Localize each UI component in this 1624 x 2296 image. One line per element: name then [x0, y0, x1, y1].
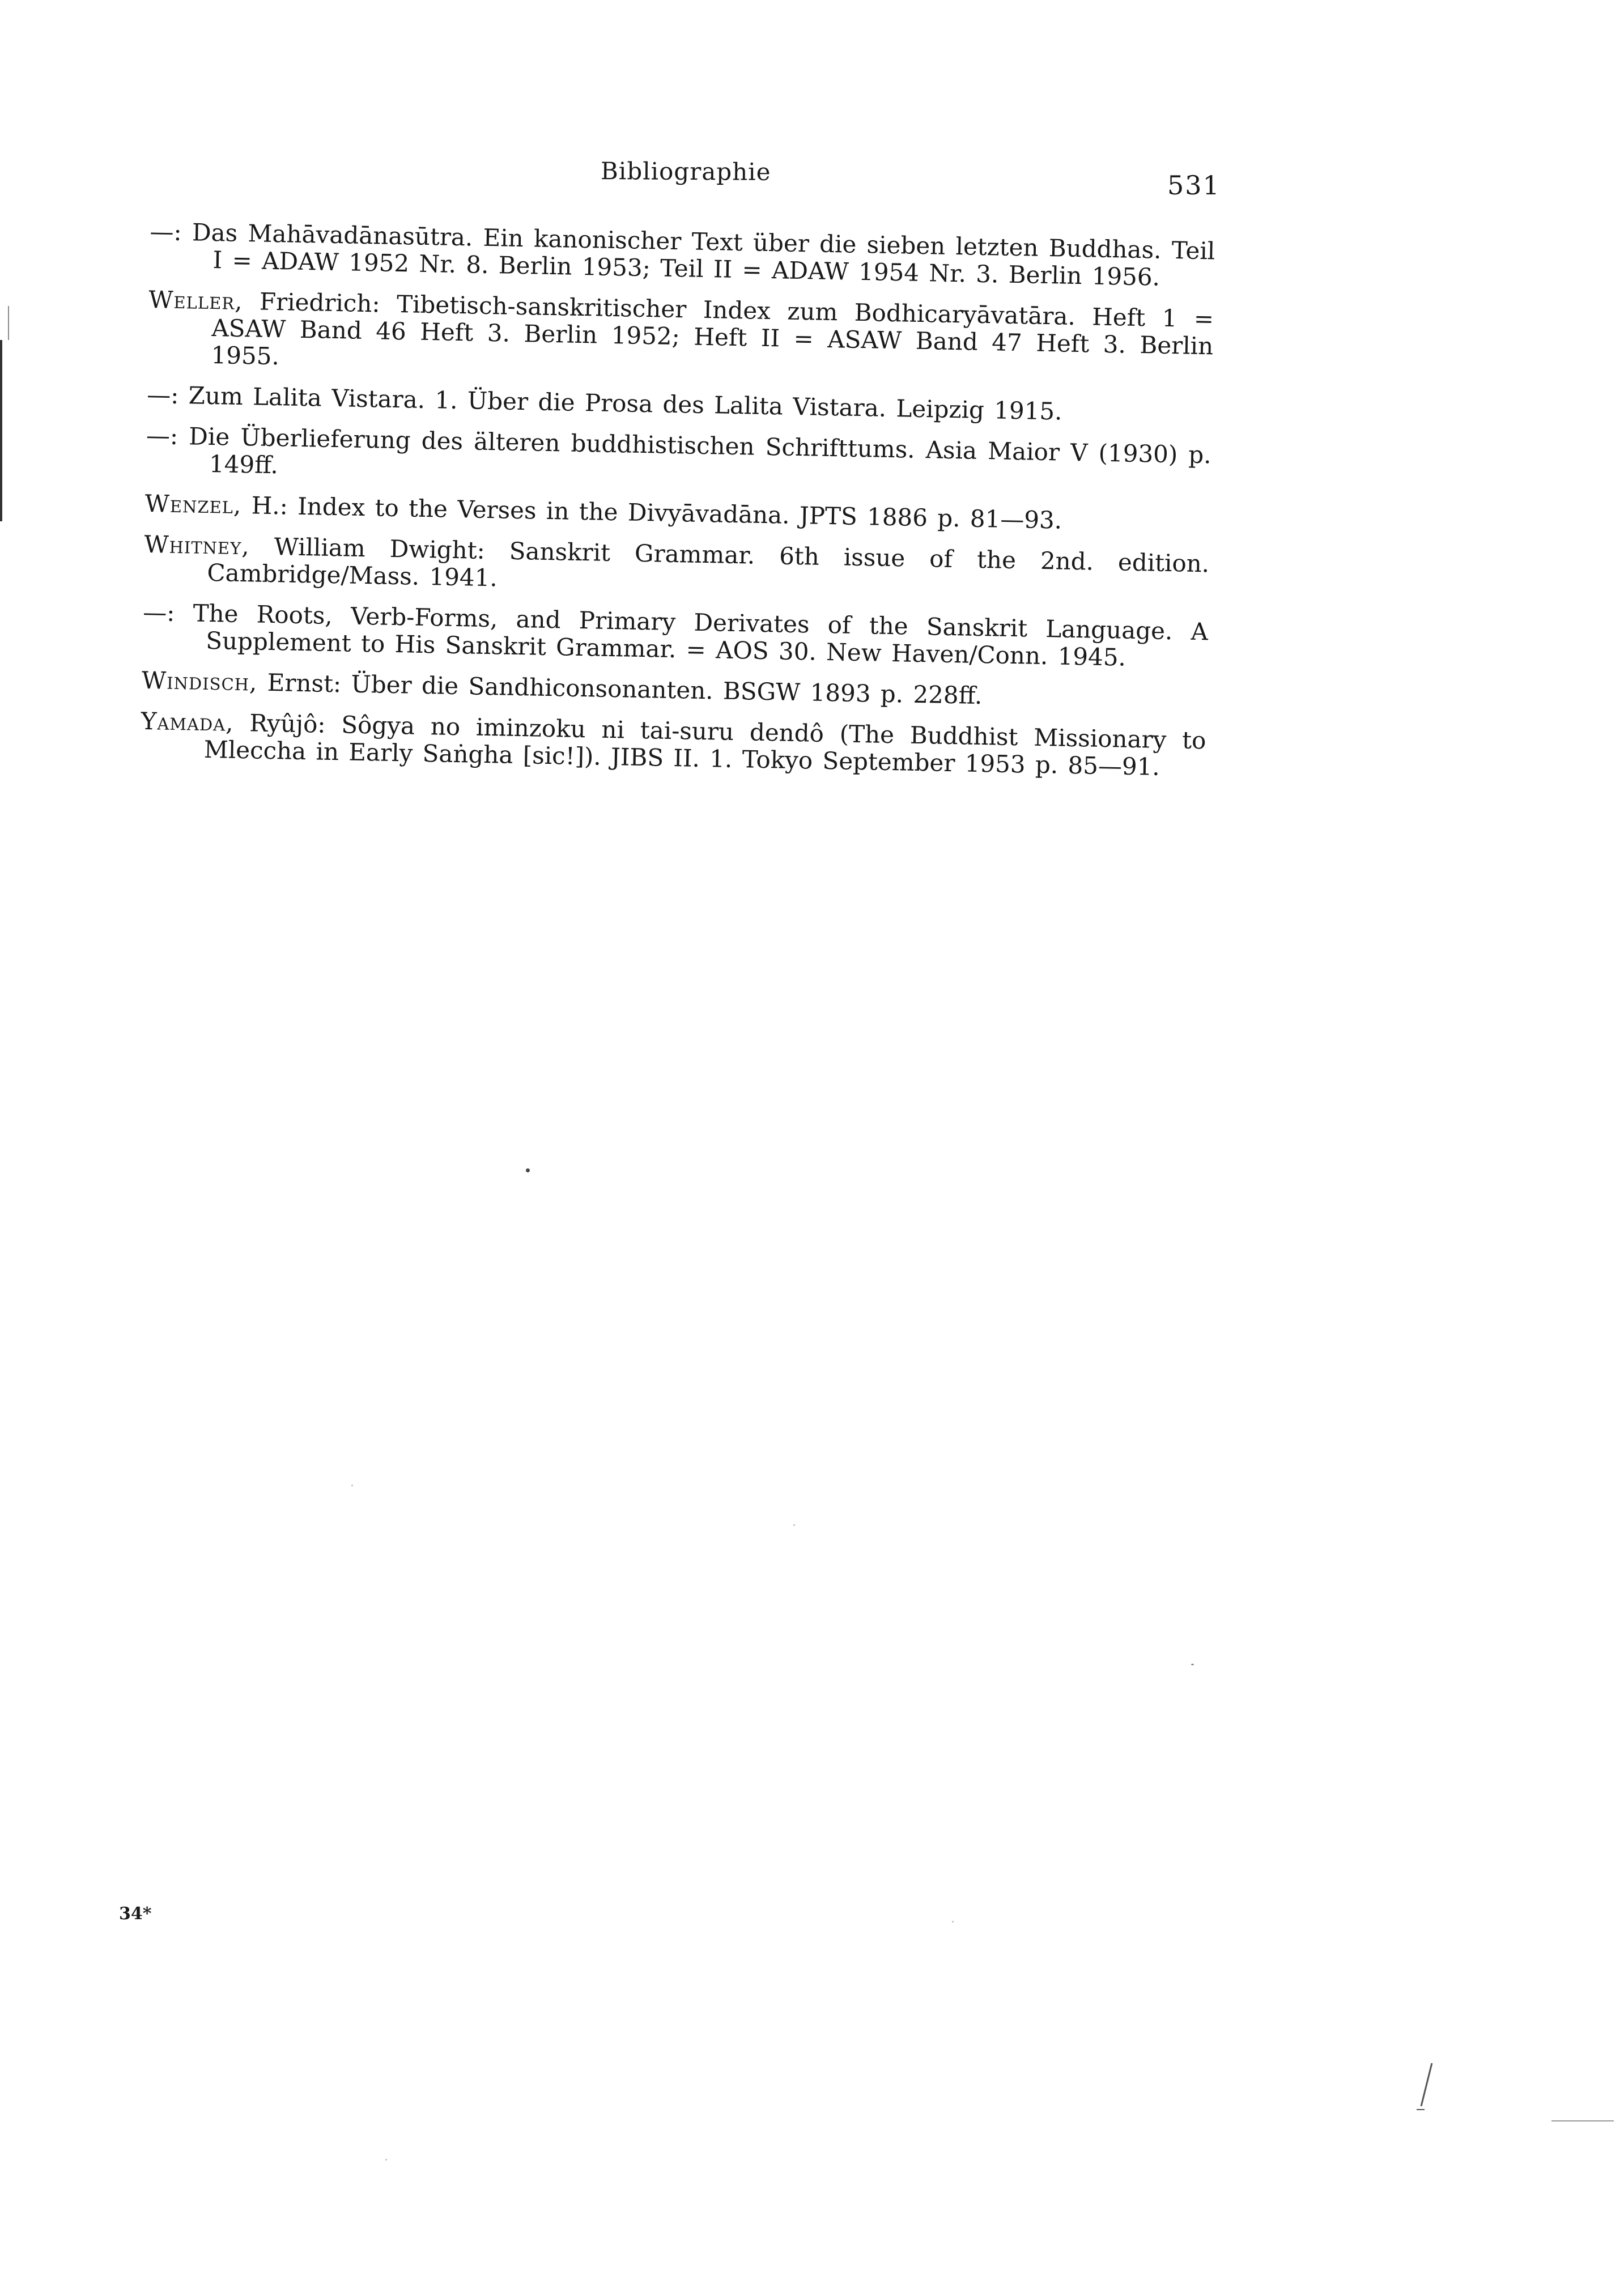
entry-author: Weller,: [148, 285, 244, 316]
scan-speck: [351, 1485, 353, 1486]
scan-speck: [793, 1524, 795, 1526]
bib-entry: [147, 286, 1214, 387]
bib-entry: [144, 490, 1210, 537]
entry-text: Ernst: Über die Sandhiconsonanten. BSGW 1893 p. 228ff.: [257, 668, 983, 710]
bib-entry: [143, 531, 1209, 605]
entry-text: —: Das Mahāvadānasūtra. Ein kanonischer Text über die sieben letzten Buddhas. Teil I = ADAW 1952 Nr. 8. Berlin 1953; Teil II = ADAW 1954 Nr. 3. Berlin 1956.: [150, 218, 1215, 291]
scan-speck: [952, 1921, 954, 1923]
bib-entry: [149, 218, 1215, 292]
entry-text: Ryûjô: Sôgya no iminzoku ni tai-suru dendô (The Buddhist Missionary to Mleccha in Early Saṅgha [sic!]). JIBS II. 1. Tokyo September 1953 p. 85—91.: [203, 708, 1206, 781]
scan-edge-line: [0, 340, 2, 521]
entry-author: Windisch,: [141, 666, 258, 696]
page-number: 531: [1167, 170, 1221, 201]
running-title: Bibliographie: [600, 157, 771, 186]
entry-author: Wenzel,: [144, 489, 242, 520]
signature-mark: 34*: [119, 1904, 152, 1924]
entry-text: —: The Roots, Verb-Forms, and Primary Derivates of the Sanskrit Language. A Supplement to His Sanskrit Grammar. = AOS 30. New Haven/Conn. 1945.: [142, 598, 1209, 671]
scan-edge-line: [8, 306, 9, 340]
entry-text: —: Die Überlieferung des älteren buddhistischen Schrifttums. Asia Maior V (1930) p. 149ff.: [146, 421, 1212, 479]
bib-entry: [142, 667, 1208, 713]
bib-entry: [140, 708, 1206, 781]
entry-author: Whitney,: [144, 530, 250, 560]
bib-entry: [142, 599, 1208, 673]
bib-entry: [147, 381, 1213, 428]
scan-speck: [385, 2159, 387, 2161]
bibliography-list: [140, 218, 1215, 795]
entry-text: Friedrich: Tibetisch-sanskritischer Index zum Bodhicaryāvatāra. Heft 1 = ASAW Band 46 Heft 3. Berlin 1952; Heft II = ASAW Band 47 Heft 3. Berlin 1955.: [211, 287, 1214, 371]
scan-scratch: [1551, 2120, 1614, 2121]
scan-speck: [526, 1168, 530, 1172]
entry-author: Yamada,: [141, 707, 235, 737]
entry-text: —: Zum Lalita Vistara. 1. Über die Prosa des Lalita Vistara. Leipzig 1915.: [146, 380, 1062, 426]
scan-scratch: [1421, 2063, 1433, 2106]
bib-entry: [146, 422, 1211, 496]
scan-speck: [1191, 1664, 1194, 1665]
entry-text: H.: Index to the Verses in the Divyāvadāna. JPTS 1886 p. 81—93.: [241, 491, 1062, 534]
scan-scratch: [1417, 2109, 1425, 2110]
entry-text: William Dwight: Sanskrit Grammar. 6th issue of the 2nd. edition. Cambridge/Mass. 1941.: [207, 532, 1210, 592]
